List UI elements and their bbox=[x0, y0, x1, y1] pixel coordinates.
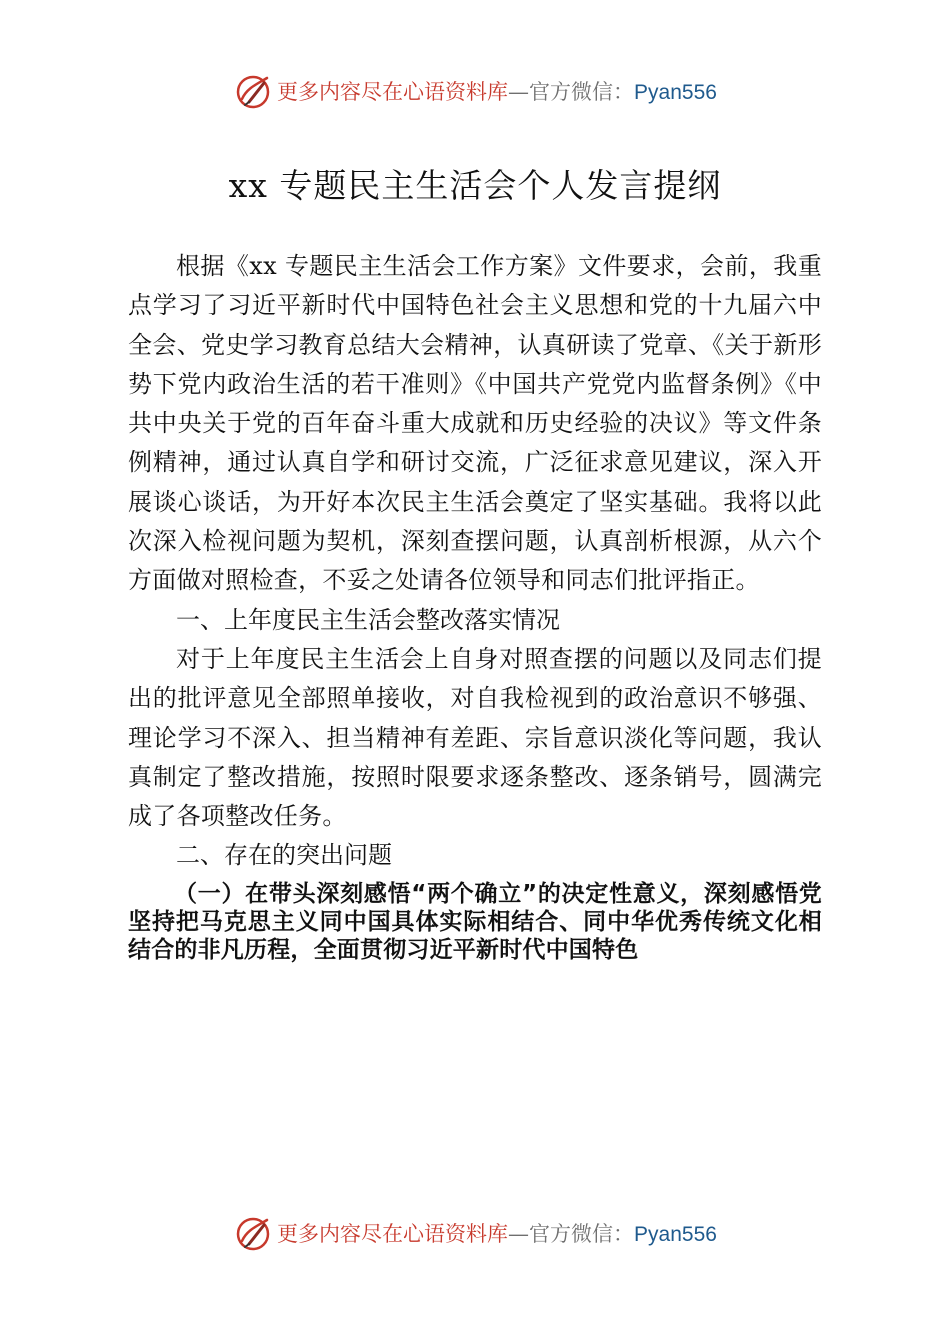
banner-wechat-id: Pyan556 bbox=[634, 1222, 717, 1246]
pen-swirl-logo-icon bbox=[233, 72, 273, 112]
banner-wechat-id: Pyan556 bbox=[634, 80, 717, 104]
banner-separator: — bbox=[508, 79, 530, 104]
section-heading-1: 一、上年度民主生活会整改落实情况 bbox=[176, 605, 560, 634]
banner-text bbox=[277, 1221, 717, 1246]
footer-banner bbox=[0, 1212, 950, 1256]
subsection-1-bold-paragraph: （一）在带头深刻感悟“两个确立”的决定性意义，深刻感悟党坚持把马克思主义同中国具体实际相结合、同中华优秀传统文化相结合的非凡历程，全面贯彻习近平新时代中国特色 bbox=[128, 880, 822, 963]
banner-wechat-label: 官方微信： bbox=[529, 1221, 635, 1246]
banner-text bbox=[277, 79, 717, 104]
pen-swirl-logo-icon bbox=[233, 1214, 273, 1254]
header-banner bbox=[0, 70, 950, 114]
banner-separator: — bbox=[508, 1221, 530, 1246]
document-title: xx 专题民主生活会个人发言提纲 bbox=[228, 166, 722, 205]
banner-main-text: 更多内容尽在心语资料库 bbox=[277, 1221, 509, 1246]
section-1-paragraph: 对于上年度民主生活会上自身对照查摆的问题以及同志们提出的批评意见全部照单接收，对自我检视到的政治意识不够强、理论学习不深入、担当精神有差距、宗旨意识淡化等问题，我认真制定了整改措施，按照时限要求逐条整改、逐条销号，圆满完成了各项整改任务。 bbox=[128, 644, 822, 831]
banner-main-text: 更多内容尽在心语资料库 bbox=[277, 79, 509, 104]
document-body bbox=[128, 247, 822, 964]
intro-paragraph: 根据《xx 专题民主生活会工作方案》文件要求，会前，我重点学习了习近平新时代中国特色社会主义思想和党的十九届六中全会、党史学习教育总结大会精神，认真研读了党章、《关于新形势下党内政治生活的若干准则》《中国共产党党内监督条例》《中共中央关于党的百年奋斗重大成就和历史经验的决议》等文件条例精神，通过认真自学和研讨交流，广泛征求意见建议，深入开展谈心谈话，为开好本次民主生活会奠定了坚实基础。我将以此次深入检视问题为契机，深刻查摆问题，认真剖析根源，从六个方面做对照检查，不妥之处请各位领导和同志们批评指正。 bbox=[128, 252, 822, 595]
section-heading-2: 二、存在的突出问题 bbox=[176, 841, 392, 870]
banner-wechat-label: 官方微信： bbox=[529, 79, 635, 104]
